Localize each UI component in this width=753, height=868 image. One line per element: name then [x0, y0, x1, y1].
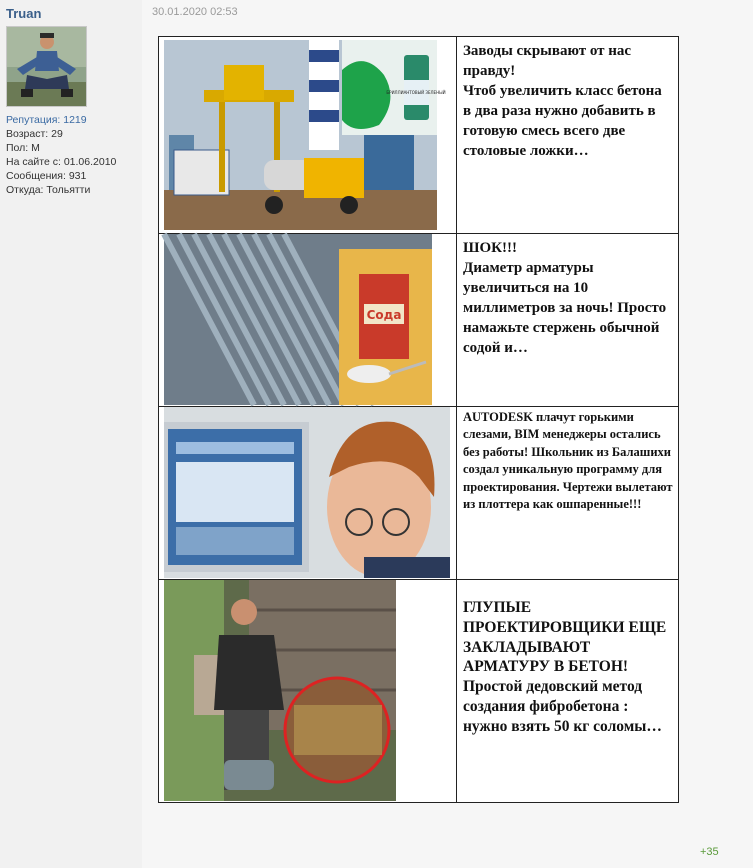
- author-sidebar: [0, 0, 143, 868]
- meme-table: [158, 36, 679, 803]
- table-row: [159, 407, 678, 580]
- user-stats: [6, 113, 116, 197]
- registered-since: На сайте с: 01.06.2010: [6, 156, 117, 168]
- sex: Пол: М: [6, 142, 40, 154]
- caption: ШОК!!! Диаметр арматуры увеличиться на 10 миллиметров за ночь! Просто намажьте стержень обычной содой и…: [456, 234, 678, 406]
- rebar-soda-image: [164, 234, 432, 405]
- caption: AUTODESK плачут горькими слезами, BIM менеджеры остались без работы! Школьник из Балашихи создал уникальную программу для проектирования. Чертежи вылетают из плоттера как ошпаренные!!!: [456, 407, 679, 579]
- username-link[interactable]: Truan: [6, 6, 42, 21]
- bottle-label: БРИЛЛИАНТОВЫЙ ЗЕЛЕНЫЙ: [386, 90, 446, 95]
- table-row: [159, 234, 678, 407]
- post-date[interactable]: 30.01.2020 02:53: [152, 6, 238, 18]
- reputation[interactable]: Репутация: 1219: [6, 114, 87, 126]
- table-row: [159, 580, 678, 802]
- age: Возраст: 29: [6, 128, 63, 140]
- old-man-straw-image: [164, 580, 396, 801]
- message-count: Сообщения: 931: [6, 170, 87, 182]
- avatar[interactable]: [6, 26, 87, 107]
- table-row: [159, 37, 678, 234]
- schoolboy-computer-image: [164, 407, 450, 578]
- location: Откуда: Тольятти: [6, 184, 91, 196]
- caption: ГЛУПЫЕ ПРОЕКТИРОВЩИКИ ЕЩЕ ЗАКЛАДЫВАЮТ АРМАТУРУ В БЕТОН! Простой дедовский метод создания фибробетона : нужно взять 50 кг соломы…: [456, 580, 678, 802]
- caption: Заводы скрывают от нас правду! Чтоб увеличить класс бетона в два раза нужно добавить в готовую смесь всего две столовые ложки…: [456, 37, 678, 233]
- reaction-count[interactable]: +35: [700, 846, 719, 858]
- concrete-plant-image: [164, 40, 446, 230]
- soda-label: Сода: [366, 308, 402, 322]
